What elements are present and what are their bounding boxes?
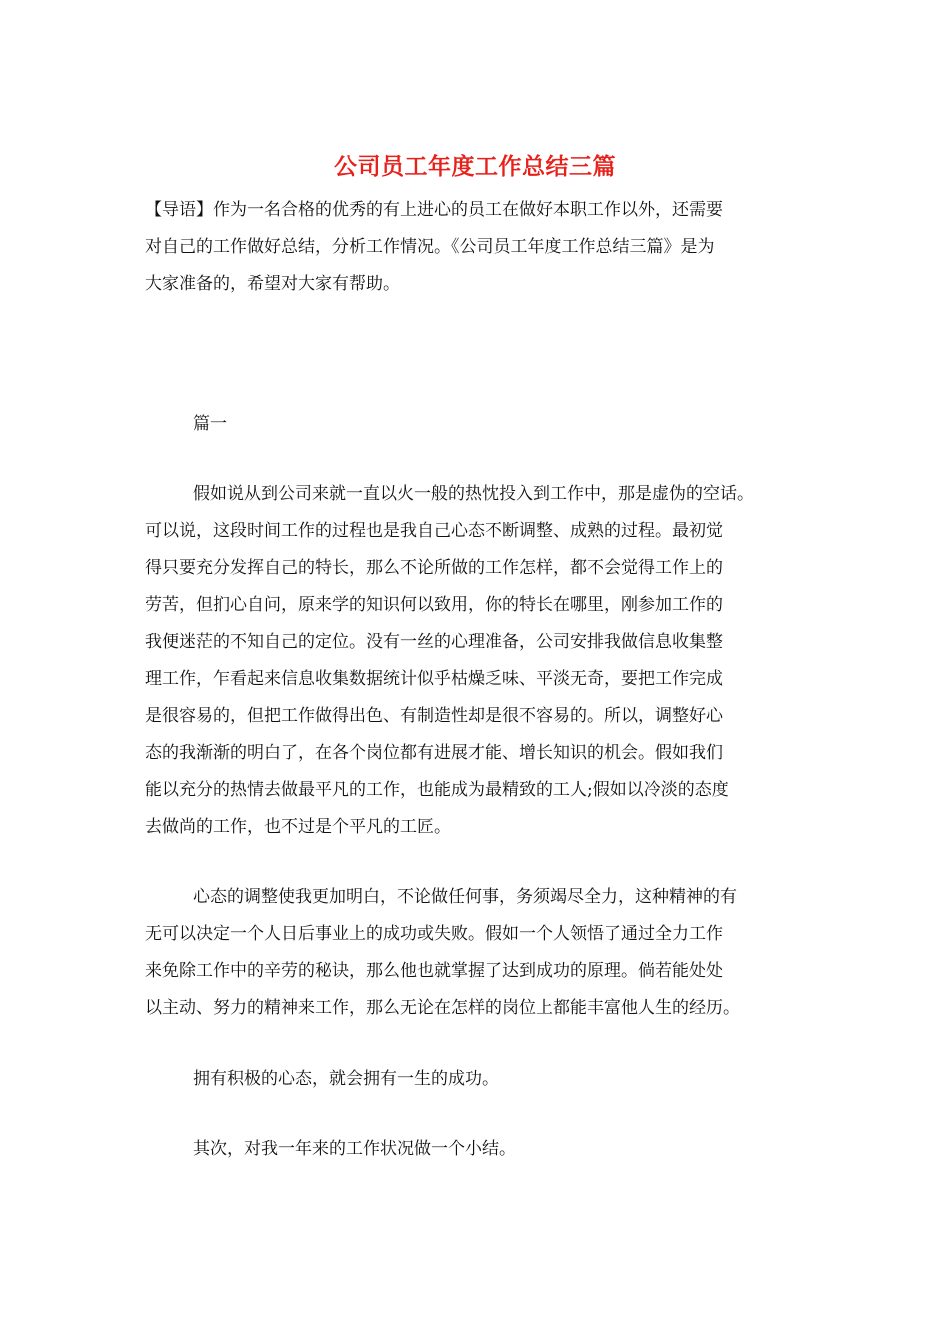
paragraph-4	[145, 1131, 815, 1168]
paragraph-line: 态的我渐渐的明白了，在各个岗位都有进展才能、增长知识的机会。假如我们	[145, 743, 723, 763]
paragraph-line: 得只要充分发挥自己的特长，那么不论所做的工作怎样，都不会觉得工作上的	[145, 558, 723, 578]
paragraph-line: 理工作，乍看起来信息收集数据统计似乎枯燥乏味、平淡无奇，要把工作完成	[145, 669, 723, 689]
paragraph-line: 来免除工作中的辛劳的秘诀，那么他也就掌握了达到成功的原理。倘若能处处	[145, 961, 723, 981]
paragraph-line: 心态的调整使我更加明白，不论做任何事，务须竭尽全力，这种精神的有	[193, 887, 737, 907]
paragraph-line: 去做尚的工作，也不过是个平凡的工匠。	[145, 817, 451, 837]
intro-paragraph	[145, 192, 815, 303]
paragraph-line: 是很容易的，但把工作做得出色、有制造性却是很不容易的。所以，调整好心	[145, 706, 723, 726]
paragraph-line: 能以充分的热情去做最平凡的工作，也能成为最精致的工人;假如以冷淡的态度	[145, 780, 729, 800]
paragraph-line: 可以说，这段时间工作的过程也是我自己心态不断调整、成熟的过程。最初觉	[145, 521, 723, 541]
paragraph-line: 假如说从到公司来就一直以火一般的热忱投入到工作中，那是虚伪的空话。	[193, 484, 754, 504]
paragraph-line: 其次，对我一年来的工作状况做一个小结。	[193, 1139, 516, 1159]
paragraph-3	[145, 1061, 815, 1098]
paragraph-line: 拥有积极的心态，就会拥有一生的成功。	[193, 1069, 499, 1089]
paragraph-2	[145, 879, 815, 1027]
paragraph-line: 无可以决定一个人日后事业上的成功或失败。假如一个人领悟了通过全力工作	[145, 924, 723, 944]
intro-line: 【导语】作为一名合格的优秀的有上进心的员工在做好本职工作以外，还需要	[145, 200, 723, 220]
intro-line: 大家准备的，希望对大家有帮助。	[145, 274, 400, 294]
paragraph-line: 劳苦，但扪心自问，原来学的知识何以致用，你的特长在哪里，刚参加工作的	[145, 595, 723, 615]
section-heading: 篇一	[193, 414, 227, 434]
intro-line: 对自己的工作做好总结，分析工作情况。《公司员工年度工作总结三篇》是为	[145, 237, 715, 257]
document-title: 公司员工年度工作总结三篇	[334, 153, 616, 180]
paragraph-line: 我便迷茫的不知自己的定位。没有一丝的心理准备，公司安排我做信息收集整	[145, 632, 723, 652]
paragraph-1	[145, 476, 815, 846]
paragraph-line: 以主动、努力的精神来工作，那么无论在怎样的岗位上都能丰富他人生的经历。	[145, 998, 740, 1018]
section-heading-block	[145, 406, 815, 443]
